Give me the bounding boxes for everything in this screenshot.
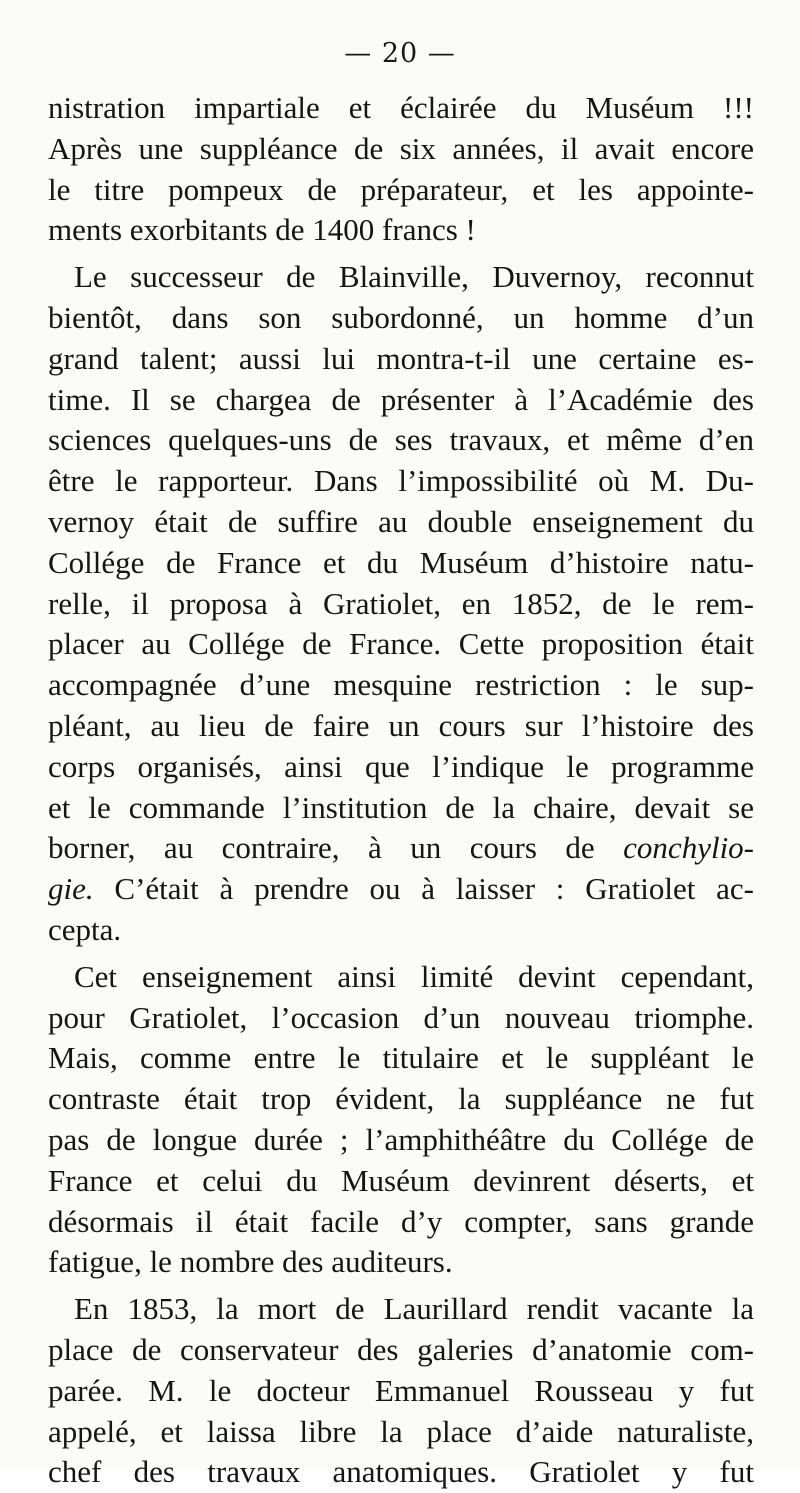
italic-term: conchylio- <box>623 830 754 866</box>
text-line: France et celui du Muséum devinrent déserts, et <box>48 1162 754 1198</box>
text-line: fatigue, le nombre des auditeurs. <box>48 1244 453 1280</box>
text-line: Mais, comme entre le titulaire et le suppléant le <box>48 1040 754 1076</box>
italic-term: gie. <box>48 871 94 907</box>
text-line: bientôt, dans son subordonné, un homme d’un <box>48 299 754 335</box>
text-line: chef des travaux anatomiques. Gratiolet y fut <box>48 1454 754 1490</box>
text-line: appelé, et laissa libre la place d’aide naturaliste, <box>48 1413 754 1449</box>
text-line: ments exorbitants de 1400 francs ! <box>48 212 476 248</box>
text-line: Collége de France et du Muséum d’histoire natu- <box>48 544 754 580</box>
text-line: être le rapporteur. Dans l’impossibilité où M. Du- <box>48 463 754 499</box>
text-line: nistration impartiale et éclairée du Muséum !!! <box>48 90 754 125</box>
text-line <box>48 869 754 910</box>
text-line: cepta. <box>48 911 122 947</box>
text-segment: borner, au contraire, à un cours de <box>48 830 624 866</box>
paragraph-1 <box>48 88 754 251</box>
text-line: time. Il se chargea de présenter à l’Académie des <box>48 381 754 417</box>
text-line: sciences quelques-uns de ses travaux, et même d’en <box>48 422 754 458</box>
text-segment: C’était à prendre ou à laisser : Gratiolet ac- <box>93 871 754 907</box>
text-line: pour Gratiolet, l’occasion d’un nouveau triomphe. <box>48 999 754 1035</box>
text-line: grand talent; aussi lui montra-t-il une certaine es- <box>48 340 754 376</box>
page-number: — 20 — <box>344 38 456 69</box>
text-line: désormais il était facile d’y compter, sans grande <box>48 1203 754 1239</box>
text-line <box>48 828 754 869</box>
text-line: corps organisés, ainsi que l’indique le programme <box>48 748 754 784</box>
text-line: Cet enseignement ainsi limité devint cependant, <box>74 958 754 994</box>
text-line: En 1853, la mort de Laurillard rendit vacante la <box>74 1291 754 1327</box>
text-line: Le successeur de Blainville, Duvernoy, reconnut <box>74 259 754 295</box>
text-line: contraste était trop évident, la suppléance ne fut <box>48 1081 754 1117</box>
text-line: placer au Collége de France. Cette proposition était <box>48 626 754 662</box>
text-line: parée. M. le docteur Emmanuel Rousseau y fut <box>48 1372 754 1408</box>
paragraph-2 <box>48 257 754 951</box>
body-text <box>48 88 754 1493</box>
text-line: pas de longue durée ; l’amphithéâtre du Collége de <box>48 1121 754 1157</box>
text-line: vernoy était de suffire au double enseignement du <box>48 503 754 539</box>
text-line: accompagnée d’une mesquine restriction : le sup- <box>48 667 754 703</box>
text-line: pléant, au lieu de faire un cours sur l’histoire des <box>48 707 754 743</box>
text-line: et le commande l’institution de la chaire, devait se <box>48 789 754 825</box>
paragraph-4 <box>48 1289 754 1493</box>
text-line: le titre pompeux de préparateur, et les appointe- <box>48 171 754 207</box>
text-line: place de conservateur des galeries d’anatomie com- <box>48 1331 754 1367</box>
text-line: relle, il proposa à Gratiolet, en 1852, de le rem- <box>48 585 754 621</box>
paragraph-3 <box>48 957 754 1283</box>
text-line: Après une suppléance de six années, il avait encore <box>48 130 754 166</box>
